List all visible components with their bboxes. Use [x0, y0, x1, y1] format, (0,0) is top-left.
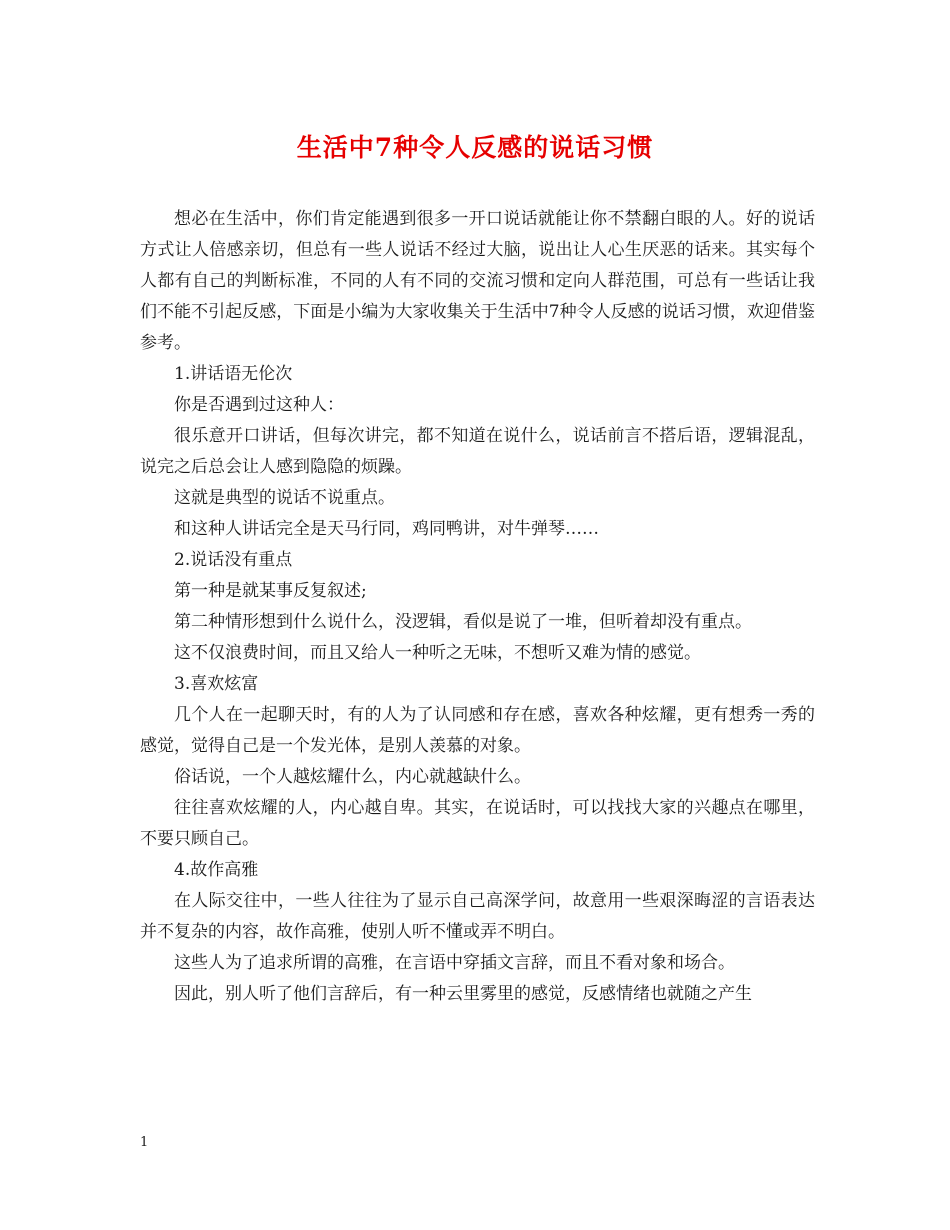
page-number: 1 [140, 1135, 149, 1150]
body-paragraph: 这些人为了追求所谓的高雅，在言语中穿插文言辞，而且不看对象和场合。 [174, 953, 735, 973]
body-paragraph: 和这种人讲话完全是天马行同，鸡同鸭讲，对牛弹琴…… [174, 519, 599, 539]
section-heading: 2.说话没有重点 [174, 550, 293, 570]
section-heading: 4.故作高雅 [174, 860, 259, 880]
document-title: 生活中7种令人反感的说话习惯 [296, 133, 654, 162]
body-paragraph: 这就是典型的说话不说重点。 [174, 488, 395, 508]
body-paragraph: 往往喜欢炫耀的人，内心越自卑。其实，在说话时，可以找找大家的兴趣点在哪里，不要只顾自己。 [140, 798, 815, 849]
body-paragraph: 几个人在一起聊天时，有的人为了认同感和存在感，喜欢各种炫耀，更有想秀一秀的感觉，觉得自己是一个发光体，是别人羡慕的对象。 [140, 705, 815, 756]
body-paragraph: 很乐意开口讲话，但每次讲完，都不知道在说什么，说话前言不搭后语，逻辑混乱，说完之后总会让人感到隐隐的烦躁。 [140, 426, 815, 477]
body-paragraph: 因此，别人听了他们言辞后，有一种云里雾里的感觉，反感情绪也就随之产生 [174, 984, 752, 1004]
intro-paragraph: 想必在生活中，你们肯定能遇到很多一开口说话就能让你不禁翻白眼的人。好的说话方式让人倍感亲切，但总有一些人说话不经过大脑，说出让人心生厌恶的话来。其实每个人都有自己的判断标准，不同的人有不同的交流习惯和定向人群范围，可总有一些话让我们不能不引起反感，下面是小编为大家收集关于生活中7种令人反感的说话习惯，欢迎借鉴参考。 [140, 209, 815, 353]
document-body [140, 204, 815, 1010]
body-paragraph: 在人际交往中，一些人往往为了显示自己高深学问，故意用一些艰深晦涩的言语表达并不复杂的内容，故作高雅，使别人听不懂或弄不明白。 [140, 891, 815, 942]
section-heading: 1.讲话语无伦次 [174, 364, 293, 384]
body-paragraph: 这不仅浪费时间，而且又给人一种听之无味，不想听又难为情的感觉。 [174, 643, 701, 663]
body-paragraph: 第二种情形想到什么说什么，没逻辑，看似是说了一堆，但听着却没有重点。 [174, 612, 752, 632]
body-paragraph: 你是否遇到过这种人： [174, 395, 344, 415]
section-heading: 3.喜欢炫富 [174, 674, 259, 694]
body-paragraph: 第一种是就某事反复叙述; [174, 581, 367, 601]
body-paragraph: 俗话说，一个人越炫耀什么，内心就越缺什么。 [174, 767, 531, 787]
